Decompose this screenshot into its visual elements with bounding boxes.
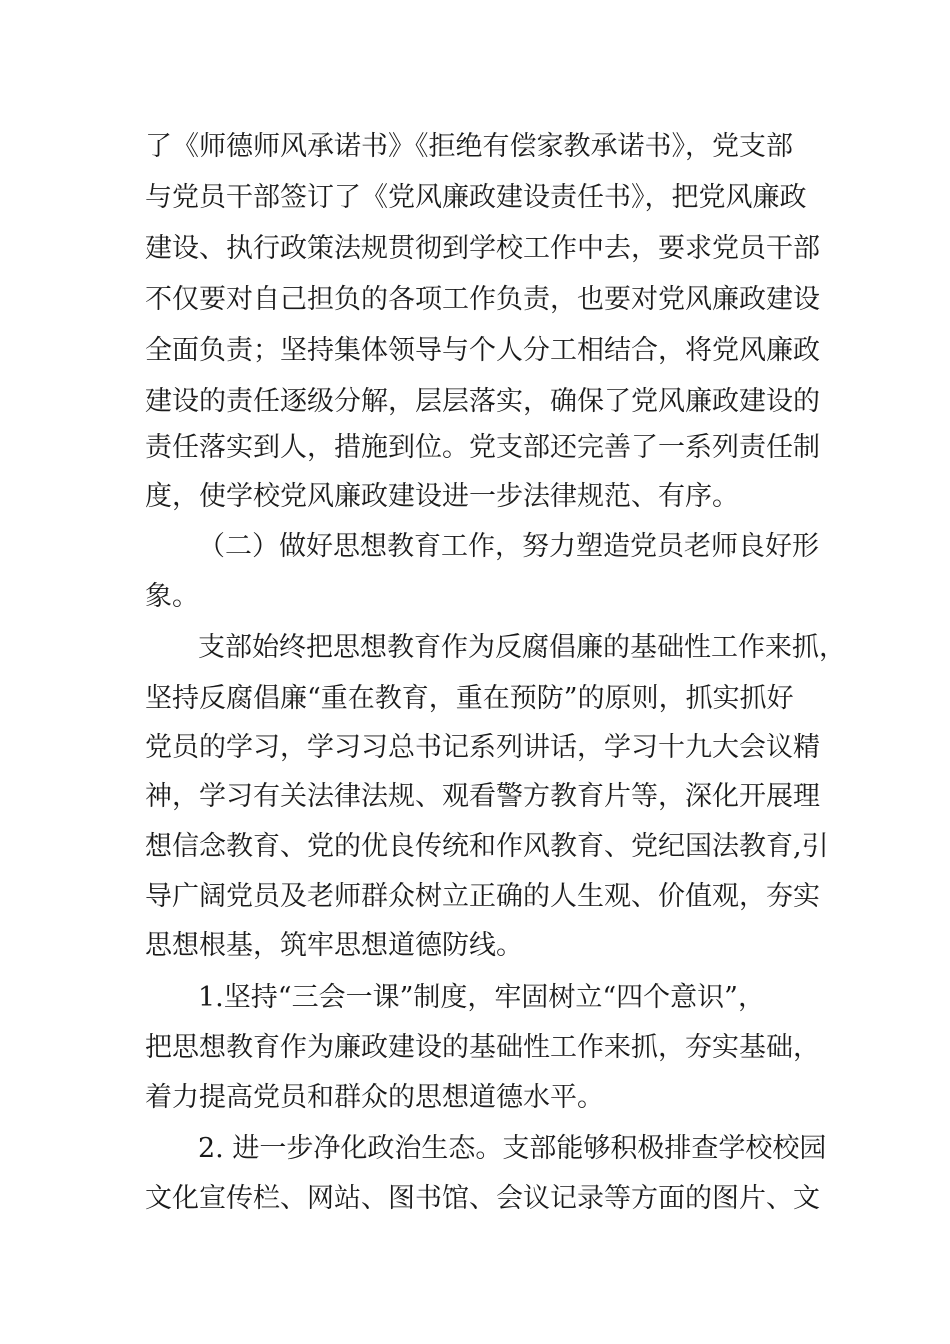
text-line: 党员的学习，学习习总书记系列讲话，学习十九大会议精 bbox=[145, 732, 820, 763]
numbered-item: 2. 进一步净化政治生态。支部能够积极排查学校校园 bbox=[198, 1133, 827, 1164]
text-line: 神，学习有关法律法规、观看警方教育片等，深化开展理 bbox=[145, 781, 820, 812]
text-line: 着力提高党员和群众的思想道德水平。 bbox=[145, 1082, 604, 1113]
text-line: 文化宣传栏、网站、图书馆、会议记录等方面的图片、文 bbox=[145, 1183, 820, 1214]
text-line: 了《师德师风承诺书》《拒绝有偿家教承诺书》，党支部 bbox=[145, 131, 793, 162]
numbered-item: 1.坚持“三会一课”制度，牢固树立“四个意识”， bbox=[198, 982, 765, 1013]
text-line: 不仅要对自己担负的各项工作负责，也要对党风廉政建设 bbox=[145, 284, 820, 315]
text-line: 把思想教育作为廉政建设的基础性工作来抓，夯实基础， bbox=[145, 1032, 820, 1063]
text-line: 建设的责任逐级分解，层层落实，确保了党风廉政建设的 bbox=[145, 386, 820, 417]
text-line: 思想根基，筑牢思想道德防线。 bbox=[145, 930, 523, 961]
text-line: 支部始终把思想教育作为反腐倡廉的基础性工作来抓， bbox=[198, 632, 846, 663]
text-line: 建设、执行政策法规贯彻到学校工作中去，要求党员干部 bbox=[145, 233, 820, 264]
text-line: 度，使学校党风廉政建设进一步法律规范、有序。 bbox=[145, 481, 739, 512]
text-line: 责任落实到人，措施到位。党支部还完善了一系列责任制 bbox=[145, 432, 820, 463]
text-line: 全面负责；坚持集体领导与个人分工相结合，将党风廉政 bbox=[145, 335, 820, 366]
text-line: 与党员干部签订了《党风廉政建设责任书》，把党风廉政 bbox=[145, 182, 807, 213]
section-heading-continued: 象。 bbox=[145, 581, 199, 612]
text-line: 导广阔党员及老师群众树立正确的人生观、价值观，夯实 bbox=[145, 881, 820, 912]
text-line: 坚持反腐倡廉“重在教育，重在预防”的原则，抓实抓好 bbox=[145, 683, 794, 714]
text-line: 想信念教育、党的优良传统和作风教育、党纪国法教育,引 bbox=[145, 831, 829, 862]
section-heading: （二）做好思想教育工作，努力塑造党员老师良好形 bbox=[198, 531, 819, 562]
